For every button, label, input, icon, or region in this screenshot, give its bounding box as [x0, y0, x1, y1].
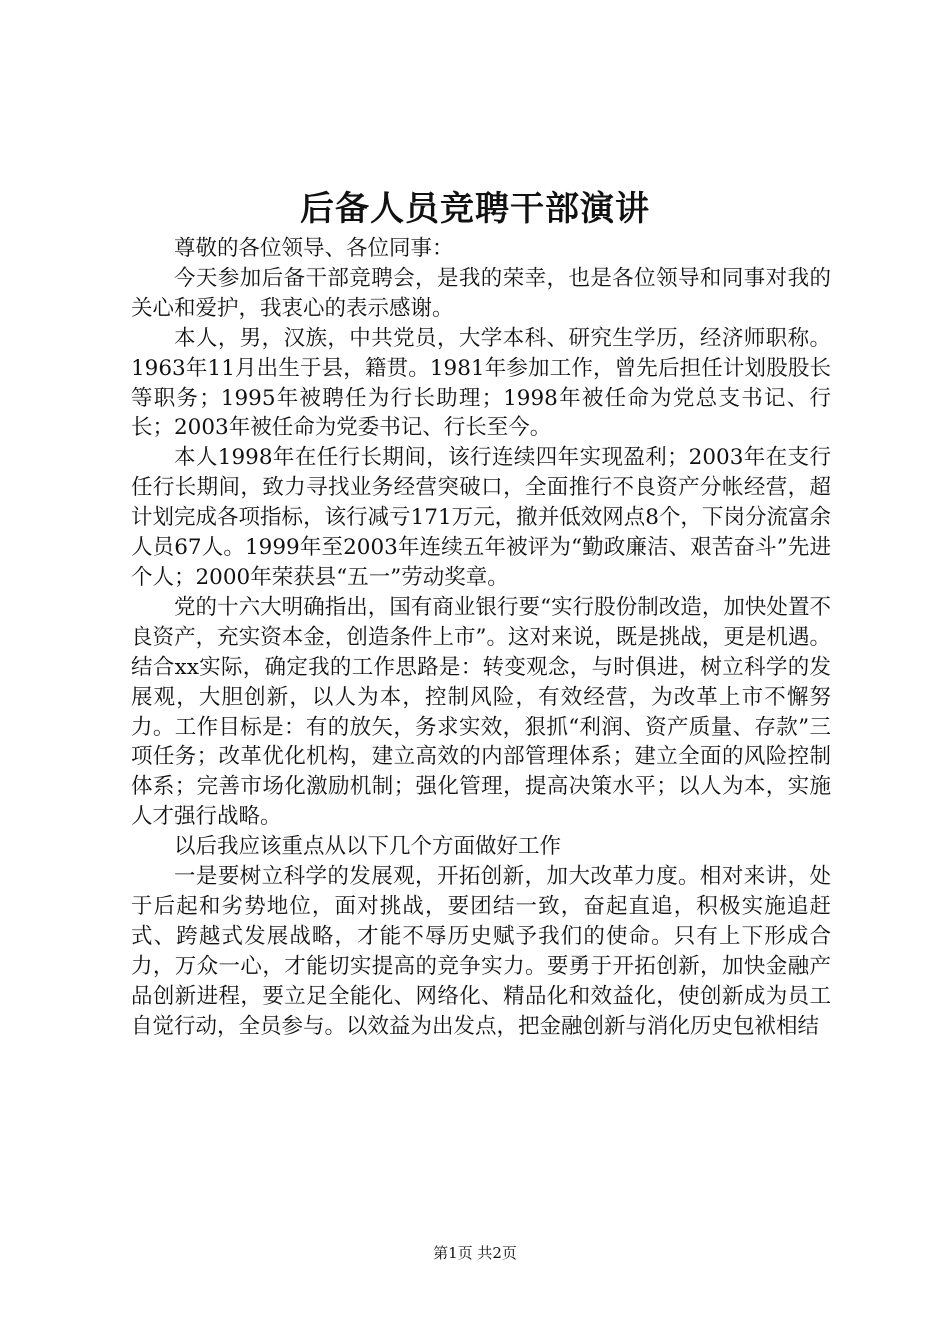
paragraph-opening: 今天参加后备干部竞聘会，是我的荣幸，也是各位领导和同事对我的关心和爱护，我衷心的表示感谢。: [131, 265, 831, 321]
paragraph-salutation: 尊敬的各位领导、各位同事：: [174, 236, 454, 261]
paragraph-work-plan: 党的十六大明确指出，国有商业银行要“实行股份制改造，加快处置不良资产，充实资本金，创造条件上市”。这对来说，既是挑战，更是机遇。结合xx实际，确定我的工作思路是：转变观念，与时俱进，树立科学的发展观，大胆创新，以人为本，控制风险，有效经营，为改革上市不懈努力。工作目标是：有的放矢，务求实效，狠抓“利润、资产质量、存款”三项任务；改革优化机构，建立高效的内部管理体系；建立全面的风险控制体系；完善市场化激励机制；强化管理，提高决策水平；以人为本，实施人才强行战略。: [131, 594, 831, 830]
document-body: [131, 234, 831, 1041]
paragraph-achievements: 本人1998年在任行长期间，该行连续四年实现盈利；2003年在支行任行长期间，致力寻找业务经营突破口，全面推行不良资产分帐经营，超计划完成各项指标，该行减亏171万元，撤并低效网点8个，下岗分流富余人员67人。1999年至2003年连续五年被评为“勤政廉洁、艰苦奋斗”先进个人；2000年荣获县“五一”劳动奖章。: [131, 445, 831, 590]
paragraph-focus-intro: 以后我应该重点从以下几个方面做好工作: [174, 834, 562, 860]
paragraph-point-one: 一是要树立科学的发展观，开拓创新，加大改革力度。相对来讲，处于后起和劣势地位，面对挑战，要团结一致，奋起直追，积极实施追赶式、跨越式发展战略，才能不辱历史赋予我们的使命。只有上下形成合力，万众一心，才能切实提高的竞争实力。要勇于开拓创新，加快金融产品创新进程，要立足全能化、网络化、精品化和效益化，使创新成为员工自觉行动，全员参与。以效益为出发点，把金融创新与消化历史包袱相结: [131, 864, 831, 1039]
document-title: 后备人员竞聘干部演讲: [300, 189, 650, 229]
page-footer: 第1页 共2页: [433, 1244, 517, 1262]
paragraph-background: 本人，男，汉族，中共党员，大学本科、研究生学历，经济师职称。1963年11月出生于县，籍贯。1981年参加工作，曾先后担任计划股股长等职务；1995年被聘任为行长助理；1998年被任命为党总支书记、行长；2003年被任命为党委书记、行长至今。: [131, 325, 831, 441]
